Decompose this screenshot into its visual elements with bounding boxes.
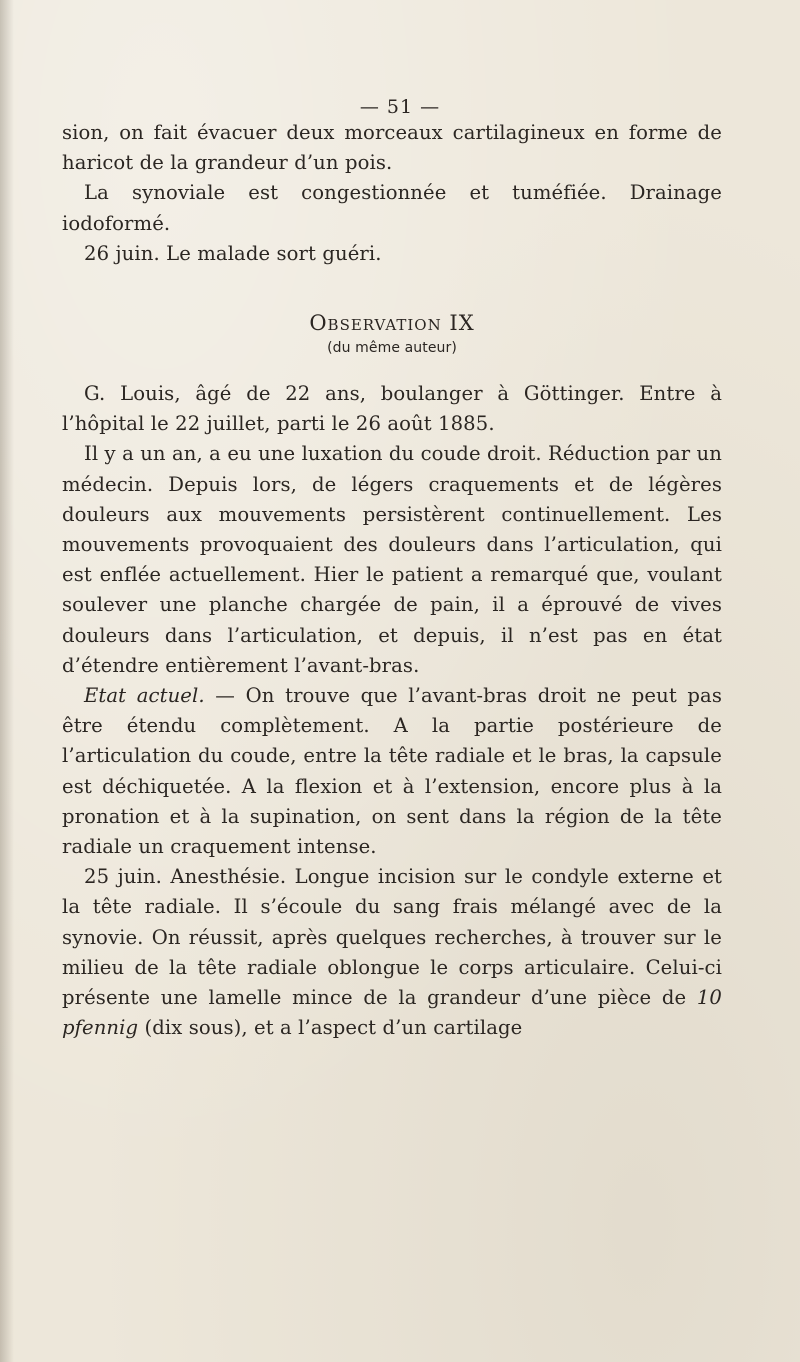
final-text-after: (dix sous), et a l’aspect d’un cartilage [138,1016,523,1040]
final-text-before: 25 juin. Anesthésie. Longue incision sur le condyle externe et la tête radiale. Il s’écoule du sang frais mélangé avec de la synovie. On réussit, après quelques recherches, à trouver sur le milieu de la tête radiale oblongue le corps articulaire. Celui-ci présente une lamelle mince de la grandeur d’une pièce de [62,865,722,1010]
etat-actuel-label: Etat actuel. [84,684,205,708]
paragraph-continuation: sion, on fait évacuer deux morceaux cartilagineux en forme de haricot de la grandeur d’un pois. [62,121,722,175]
paragraph-history: Il y a un an, a eu une luxation du coude droit. Réduction par un médecin. Depuis lors, de légers craquements et de légères douleurs aux mouvements persistèrent continuellement. Les mouvements provoquaient des douleurs dans l’articulation, qui est enflée actuellement. Hier le patient a remarqué que, voulant soulever une planche chargée de pain, il a éprouvé de vives douleurs dans l’articulation, et depuis, il n’est pas en état d’étendre entièrement l’avant-bras. [62,442,722,677]
page-edge-shadow [0,0,14,1362]
observation-heading: Observation IX [309,311,475,336]
paragraph-26-juin: 26 juin. Le malade sort guéri. [84,241,382,265]
paragraph-synoviale: La synoviale est congestionnée et tuméfiée. Drainage iodoformé. [62,181,722,235]
final-italic-value: 10 pfennig [62,986,722,1040]
observation-subheading: (du même auteur) [327,340,457,357]
document-text [62,118,722,1043]
paragraph-patient: G. Louis, âgé de 22 ans, boulanger à Göttinger. Entre à l’hôpital le 22 juillet, parti le 26 août 1885. [62,382,722,436]
paragraph-25-juin [62,862,722,1043]
paragraph-etat-actuel [62,681,722,862]
page-number: — 51 — [359,96,441,118]
etat-actuel-text: — On trouve que l’avant-bras droit ne peut pas être étendu complètement. A la partie postérieure de l’articulation du coude, entre la tête radiale et le bras, la capsule est déchiquetée. A la flexion et à l’extension, encore plus à la pronation et à la supination, on sent dans la région de la tête radiale un craquement intense. [62,684,722,859]
